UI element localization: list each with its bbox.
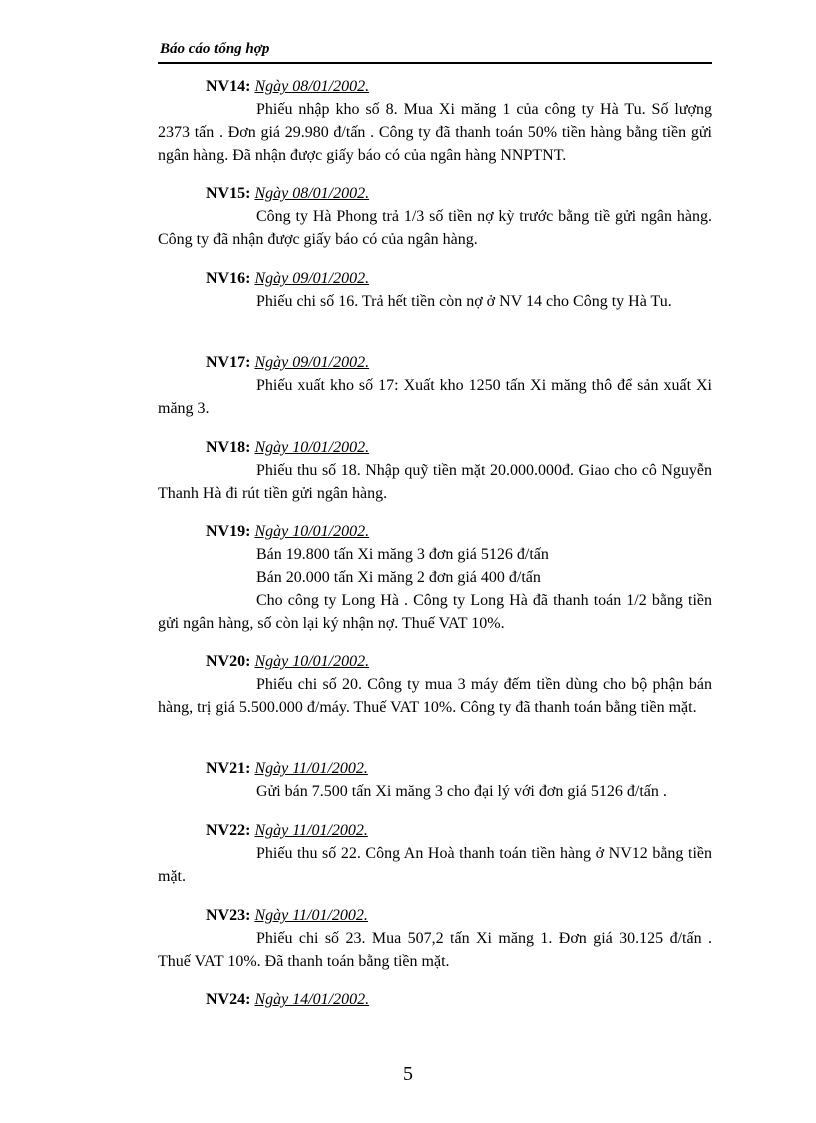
entry-nv18: [158, 436, 712, 505]
entry-id: NV15:: [206, 185, 251, 202]
entry-nv20: [158, 650, 712, 719]
entry-date: Ngày 11/01/2002.: [254, 907, 368, 924]
entry-id: NV20:: [206, 653, 251, 670]
entry-date: Ngày 10/01/2002.: [254, 439, 370, 456]
entry-line: Bán 19.800 tấn Xi măng 3 đơn giá 5126 đ/tấn: [256, 546, 549, 563]
entry-heading: [158, 757, 712, 780]
entry-heading: [158, 904, 712, 927]
entry-id: NV19:: [206, 523, 251, 540]
entry-heading: [158, 267, 712, 290]
entry-text: Phiếu xuất kho số 17: Xuất kho 1250 tấn Xi măng thô để sản xuất Xi măng 3.: [158, 377, 712, 417]
entry-line: Bán 20.000 tấn Xi măng 2 đơn giá 400 đ/tấn: [256, 569, 541, 586]
entry-text: Phiếu chi số 16. Trả hết tiền còn nợ ở NV 14 cho Công ty Hà Tu.: [256, 293, 672, 310]
entry-text: Phiếu chi số 20. Công ty mua 3 máy đếm tiền dùng cho bộ phận bán hàng, trị giá 5.500.000 đ/máy. Thuế VAT 10%. Công ty đã thanh toán bằng tiền mặt.: [158, 676, 712, 716]
entry-nv22: [158, 819, 712, 888]
entry-id: NV22:: [206, 822, 251, 839]
entry-id: NV18:: [206, 439, 251, 456]
page-header: [158, 38, 712, 64]
entry-heading: [158, 182, 712, 205]
entry-date: Ngày 10/01/2002.: [254, 523, 370, 540]
entry-date: Ngày 10/01/2002.: [254, 653, 370, 670]
entry-id: NV16:: [206, 270, 251, 287]
entry-nv15: [158, 182, 712, 251]
entry-date: Ngày 09/01/2002.: [254, 354, 370, 371]
entry-date: Ngày 08/01/2002.: [254, 78, 370, 95]
entry-nv23: [158, 904, 712, 973]
entry-nv24: [158, 988, 712, 1011]
entry-text: Công ty Hà Phong trả 1/3 số tiền nợ kỳ trước bằng tiề gửi ngân hàng. Công ty đã nhận được giấy báo có của ngân hàng.: [158, 208, 712, 248]
entry-text: Phiếu thu số 22. Công An Hoà thanh toán tiền hàng ở NV12 bằng tiền mặt.: [158, 845, 712, 885]
entry-heading: [158, 520, 712, 543]
entry-date: Ngày 08/01/2002.: [254, 185, 370, 202]
entry-nv14: [158, 75, 712, 167]
entry-heading: [158, 436, 712, 459]
entry-date: Ngày 11/01/2002.: [254, 822, 368, 839]
entry-text: Phiếu nhập kho số 8. Mua Xi măng 1 của công ty Hà Tu. Số lượng 2373 tấn . Đơn giá 29.980 đ/tấn . Công ty đã thanh toán 50% tiền hàng bằng tiền gửi ngân hàng. Đã nhận được giấy báo có của ngân hàng NNPTNT.: [158, 101, 712, 164]
entry-id: NV21:: [206, 760, 251, 777]
entry-date: Ngày 09/01/2002.: [254, 270, 370, 287]
entry-id: NV24:: [206, 991, 251, 1008]
entry-heading: [158, 75, 712, 98]
entry-date: Ngày 14/01/2002.: [254, 991, 370, 1008]
entry-id: NV17:: [206, 354, 251, 371]
entry-heading: [158, 988, 712, 1011]
entry-nv16: [158, 267, 712, 313]
entry-text: Cho công ty Long Hà . Công ty Long Hà đã thanh toán 1/2 bằng tiền gửi ngân hàng, số còn lại ký nhận nợ. Thuế VAT 10%.: [158, 592, 712, 632]
entry-text: Gửi bán 7.500 tấn Xi măng 3 cho đại lý với đơn giá 5126 đ/tấn .: [256, 783, 667, 800]
entry-nv21: [158, 757, 712, 803]
entry-nv19: [158, 520, 712, 635]
entry-id: NV14:: [206, 78, 251, 95]
entry-nv17: [158, 351, 712, 420]
entry-heading: [158, 819, 712, 842]
entry-heading: [158, 650, 712, 673]
header-title: Báo cáo tổng hợp: [160, 41, 270, 57]
entry-id: NV23:: [206, 907, 251, 924]
entry-date: Ngày 11/01/2002.: [254, 760, 368, 777]
entry-text: Phiếu chi số 23. Mua 507,2 tấn Xi măng 1. Đơn giá 30.125 đ/tấn . Thuế VAT 10%. Đã thanh toán bằng tiền mặt.: [158, 930, 712, 970]
entry-text: Phiếu thu số 18. Nhập quỹ tiền mặt 20.000.000đ. Giao cho cô Nguyễn Thanh Hà đi rút tiền gửi ngân hàng.: [158, 462, 712, 502]
page-number: 5: [403, 1063, 413, 1085]
entry-heading: [158, 351, 712, 374]
